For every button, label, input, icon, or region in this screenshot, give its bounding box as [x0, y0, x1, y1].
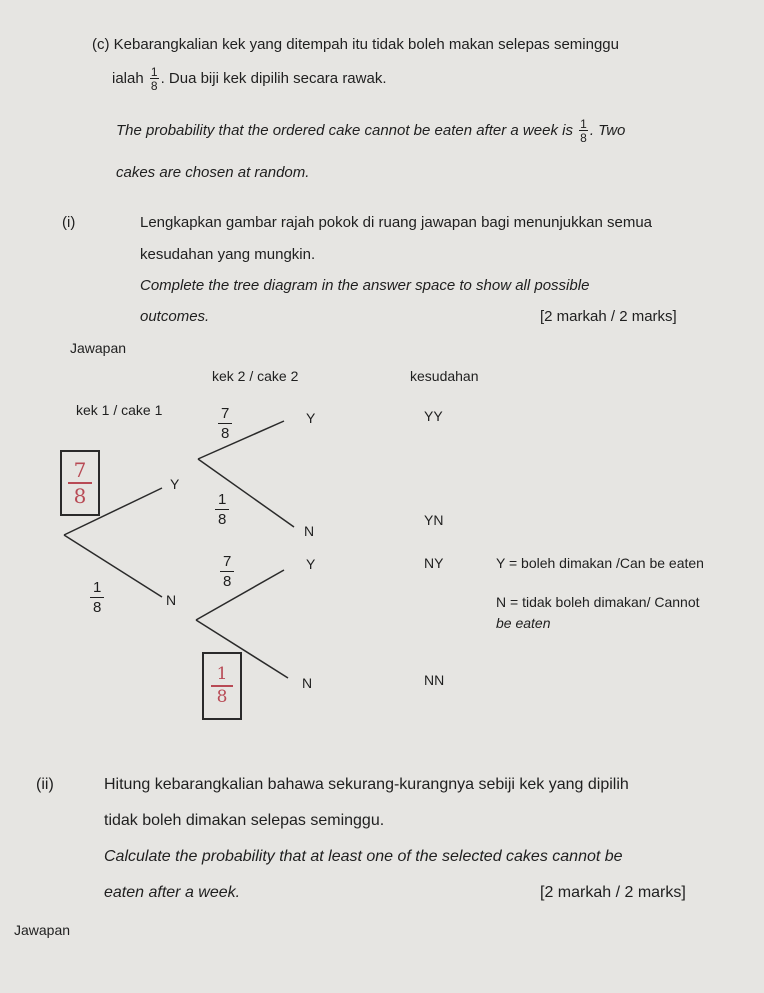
upper-Y-prob [218, 406, 232, 441]
fraction-denominator: 8 [580, 131, 587, 145]
part-i-malay-line2: kesudahan yang mungkin. [140, 246, 316, 263]
upper-N-prob [215, 492, 229, 527]
cake1-Y-label: Y [170, 476, 180, 492]
lower-Y-label: Y [306, 556, 316, 572]
fraction-numerator: 1 [150, 65, 158, 79]
part-i-english-line2: outcomes. [140, 308, 210, 325]
handwritten-numerator: 1 [211, 666, 234, 687]
lower-N-prob-answer [202, 652, 242, 720]
fraction-denominator: 8 [221, 425, 230, 442]
fraction-numerator: 1 [215, 492, 229, 510]
header-cake2: kek 2 / cake 2 [212, 368, 299, 384]
question-c-english-prefix: The probability that the ordered cake cannot be eaten after a week is [116, 121, 573, 139]
cake1-N-prob [90, 580, 104, 615]
legend-N-line2: be eaten [496, 615, 551, 631]
branch-cake1-N [64, 535, 162, 597]
legend-Y: Y = boleh dimakan /Can be eaten [496, 555, 704, 571]
cake1-N-label: N [166, 592, 177, 608]
part-ii-malay-line2: tidak boleh dimakan selepas seminggu. [104, 812, 385, 829]
fraction-denominator: 8 [223, 573, 232, 590]
cake1-Y-prob-answer [60, 450, 100, 516]
part-i-number: (i) [62, 214, 76, 231]
answer-label-2: Jawapan [14, 922, 71, 938]
outcome-NN: NN [424, 672, 445, 688]
fraction-denominator: 8 [150, 79, 158, 93]
fraction-numerator: 7 [218, 406, 232, 424]
handwritten-denominator: 8 [73, 484, 87, 508]
fraction-numerator: 1 [580, 117, 587, 131]
header-cake1: kek 1 / cake 1 [76, 402, 163, 418]
part-i-marks: [2 markah / 2 marks] [540, 308, 677, 325]
upper-N-label: N [304, 523, 315, 539]
lower-Y-prob [220, 554, 234, 589]
legend-N-line1: N = tidak boleh dimakan/ Cannot [496, 594, 700, 610]
fraction-denominator: 8 [218, 511, 227, 528]
upper-Y-label: Y [306, 410, 316, 426]
answer-label: Jawapan [70, 340, 127, 356]
question-c-malay-prefix: ialah [112, 69, 144, 87]
branch-upper-N [198, 459, 294, 527]
handwritten-numerator: 7 [68, 460, 93, 484]
part-ii-number: (ii) [36, 776, 54, 793]
header-outcome: kesudahan [410, 368, 479, 384]
question-c-english-line2: cakes are chosen at random. [116, 164, 310, 181]
part-ii-marks: [2 markah / 2 marks] [540, 884, 686, 901]
outcome-YN: YN [424, 512, 444, 528]
outcome-YY: YY [424, 408, 443, 424]
outcome-NY: NY [424, 555, 444, 571]
fraction-numerator: 1 [90, 580, 104, 598]
question-c-malay-line1: (c) Kebarangkalian kek yang ditempah itu tidak boleh makan selepas seminggu [92, 36, 619, 53]
lower-N-label: N [302, 675, 313, 691]
question-c-malay-suffix: . Dua biji kek dipilih secara rawak. [160, 69, 387, 87]
handwritten-denominator: 8 [216, 687, 228, 707]
branch-upper-Y [198, 421, 284, 459]
part-ii-malay-line1: Hitung kebarangkalian bahawa sekurang-kurangnya sebiji kek yang dipilih [104, 776, 629, 793]
part-i-english-line1: Complete the tree diagram in the answer space to show all possible [140, 277, 590, 294]
branch-lower-Y [196, 570, 284, 620]
part-i-malay-line1: Lengkapkan gambar rajah pokok di ruang jawapan bagi menunjukkan semua [140, 214, 653, 231]
fraction-denominator: 8 [93, 599, 102, 616]
part-ii-english-line1: Calculate the probability that at least one of the selected cakes cannot be [104, 848, 623, 865]
question-c-english-suffix: . Two [589, 121, 626, 139]
fraction-numerator: 7 [220, 554, 234, 572]
part-ii-english-line2: eaten after a week. [104, 884, 241, 901]
